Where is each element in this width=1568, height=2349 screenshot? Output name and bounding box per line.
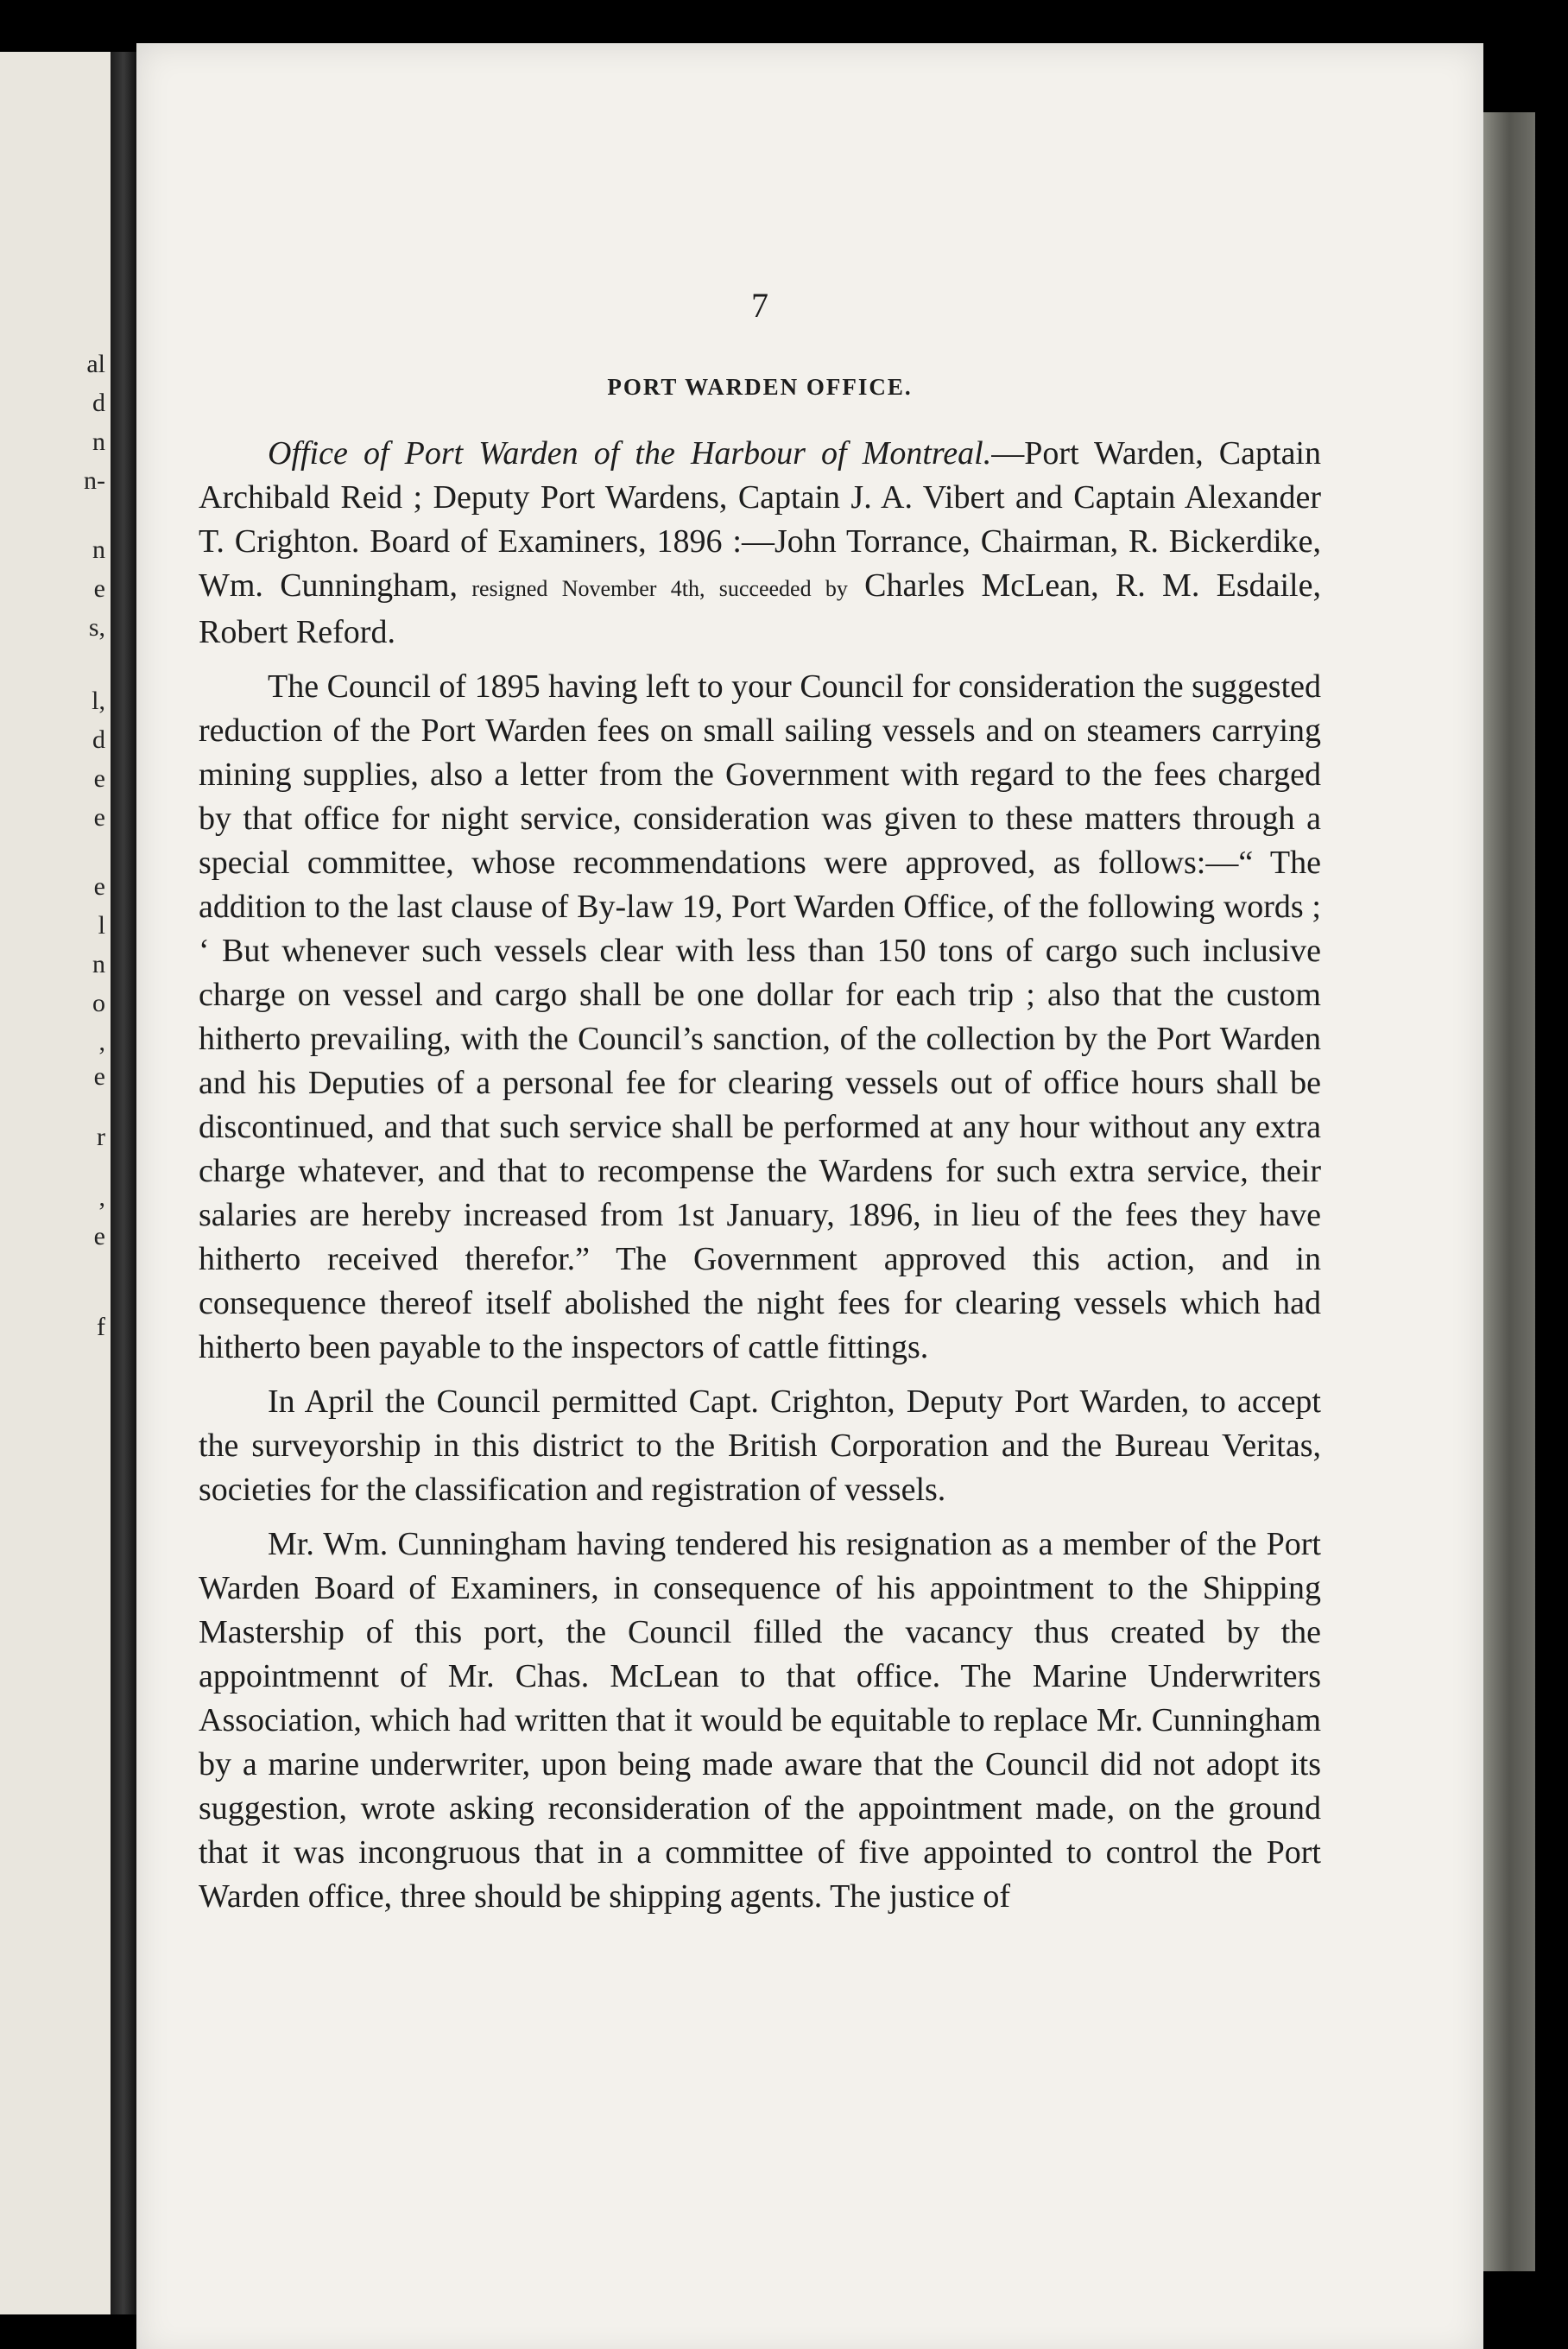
facing-page-fragment: r <box>97 1123 105 1151</box>
facing-page-fragment: n <box>92 950 105 978</box>
facing-page-fragment: , <box>98 1183 105 1212</box>
page-number: 7 <box>751 286 768 325</box>
paragraph-text: —Port Warden, Captain Archibald Reid ; Deputy Port Wardens, Captain J. A. Vibert and Captain Alexander T. Crighton. Board of Examiners, 1896 :—John Torrance, Chairman, R. Bickerdike, Wm. Cunningham, <box>199 435 1321 604</box>
facing-page-fragment: d <box>92 389 105 417</box>
paragraph: Mr. Wm. Cunningham having tendered his resignation as a member of the Port Warden Board of Examiners, in consequence of his appointment to the Shipping Mastership of this port, the Council filled the vacancy thus created by the appointmennt of Mr. Chas. McLean to that office. The Marine Underwriters Association, which had written that it would be equitable to replace Mr. Cunningham by a marine underwriter, upon being made aware that the Council did not adopt its suggestion, wrote asking reconsideration of the appointment made, on the ground that it was incongruous that in a committee of five appointed to control the Port Warden office, three should be shipping agents. The justice of <box>199 1526 1321 1915</box>
paragraph: The Council of 1895 having left to your Council for consideration the suggested reduction of the Port Warden fees on small sailing vessels and on steamers carrying mining supplies, also a letter from the Government with regard to the fees charged by that office for night service, consideration was given to these matters through a special committee, whose recommendations were approved, as follows:—“ The addition to the last clause of By-law 19, Port Warden Office, of the following words ; ‘ But whenever such vessels clear with less than 150 tons of cargo such inclusive charge on vessel and cargo shall be one dollar for each trip ; also that the custom hitherto prevailing, with the Council’s sanction, of the collection by the Port Warden and his Deputies of a personal fee for clearing vessels out of office hours shall be discontinued, and that such service shall be performed at any hour without any extra charge whatever, and that to recompense the Wardens for such extra service, their salaries are hereby increased from 1st January, 1896, in lieu of the fees they have hitherto received therefor.” The Government approved this action, and in consequence thereof itself abolished the night fees for clearing vessels which had hitherto been payable to the inspectors of cattle fittings. <box>199 668 1321 1365</box>
paragraph-text: Charles McLean, R. M. Esdaile, Robert Reford. <box>199 567 1321 650</box>
facing-page-fragment: f <box>97 1313 105 1341</box>
facing-page-fragment: l <box>98 911 105 940</box>
paragraph <box>199 432 1321 655</box>
facing-page-fragment: al <box>86 350 105 378</box>
section-title: PORT WARDEN OFFICE. <box>607 374 913 400</box>
facing-page-fragment: s, <box>88 613 105 642</box>
paragraph-lead-heading: Office of Port Warden of the Harbour of Montreal. <box>268 435 992 472</box>
facing-page-fragment: n <box>92 427 105 456</box>
page-edge <box>1483 112 1535 2271</box>
facing-page-fragment: e <box>93 1222 105 1250</box>
facing-page <box>0 52 111 2314</box>
facing-page-fragment: e <box>93 574 105 603</box>
book-gutter <box>111 52 136 2314</box>
facing-page-fragment: n- <box>84 466 105 495</box>
facing-page-fragment: l, <box>92 687 105 715</box>
paragraph-small-text: resigned November 4th, succeeded by <box>458 576 848 601</box>
facing-page-fragment: o <box>92 989 105 1017</box>
facing-page-fragment: e <box>93 764 105 793</box>
facing-page-fragment: n <box>92 535 105 564</box>
facing-page-fragment: , <box>98 1028 105 1056</box>
facing-page-fragment: e <box>93 1062 105 1091</box>
book-page <box>136 43 1483 2349</box>
facing-page-fragment: e <box>93 803 105 832</box>
page-content <box>199 285 1321 1929</box>
facing-page-fragment: d <box>92 725 105 754</box>
facing-page-fragment: e <box>93 872 105 901</box>
paragraph: In April the Council permitted Capt. Crighton, Deputy Port Warden, to accept the surveyorship in this district to the British Corporation and the Bureau Veritas, societies for the classification and registration of vessels. <box>199 1383 1321 1508</box>
